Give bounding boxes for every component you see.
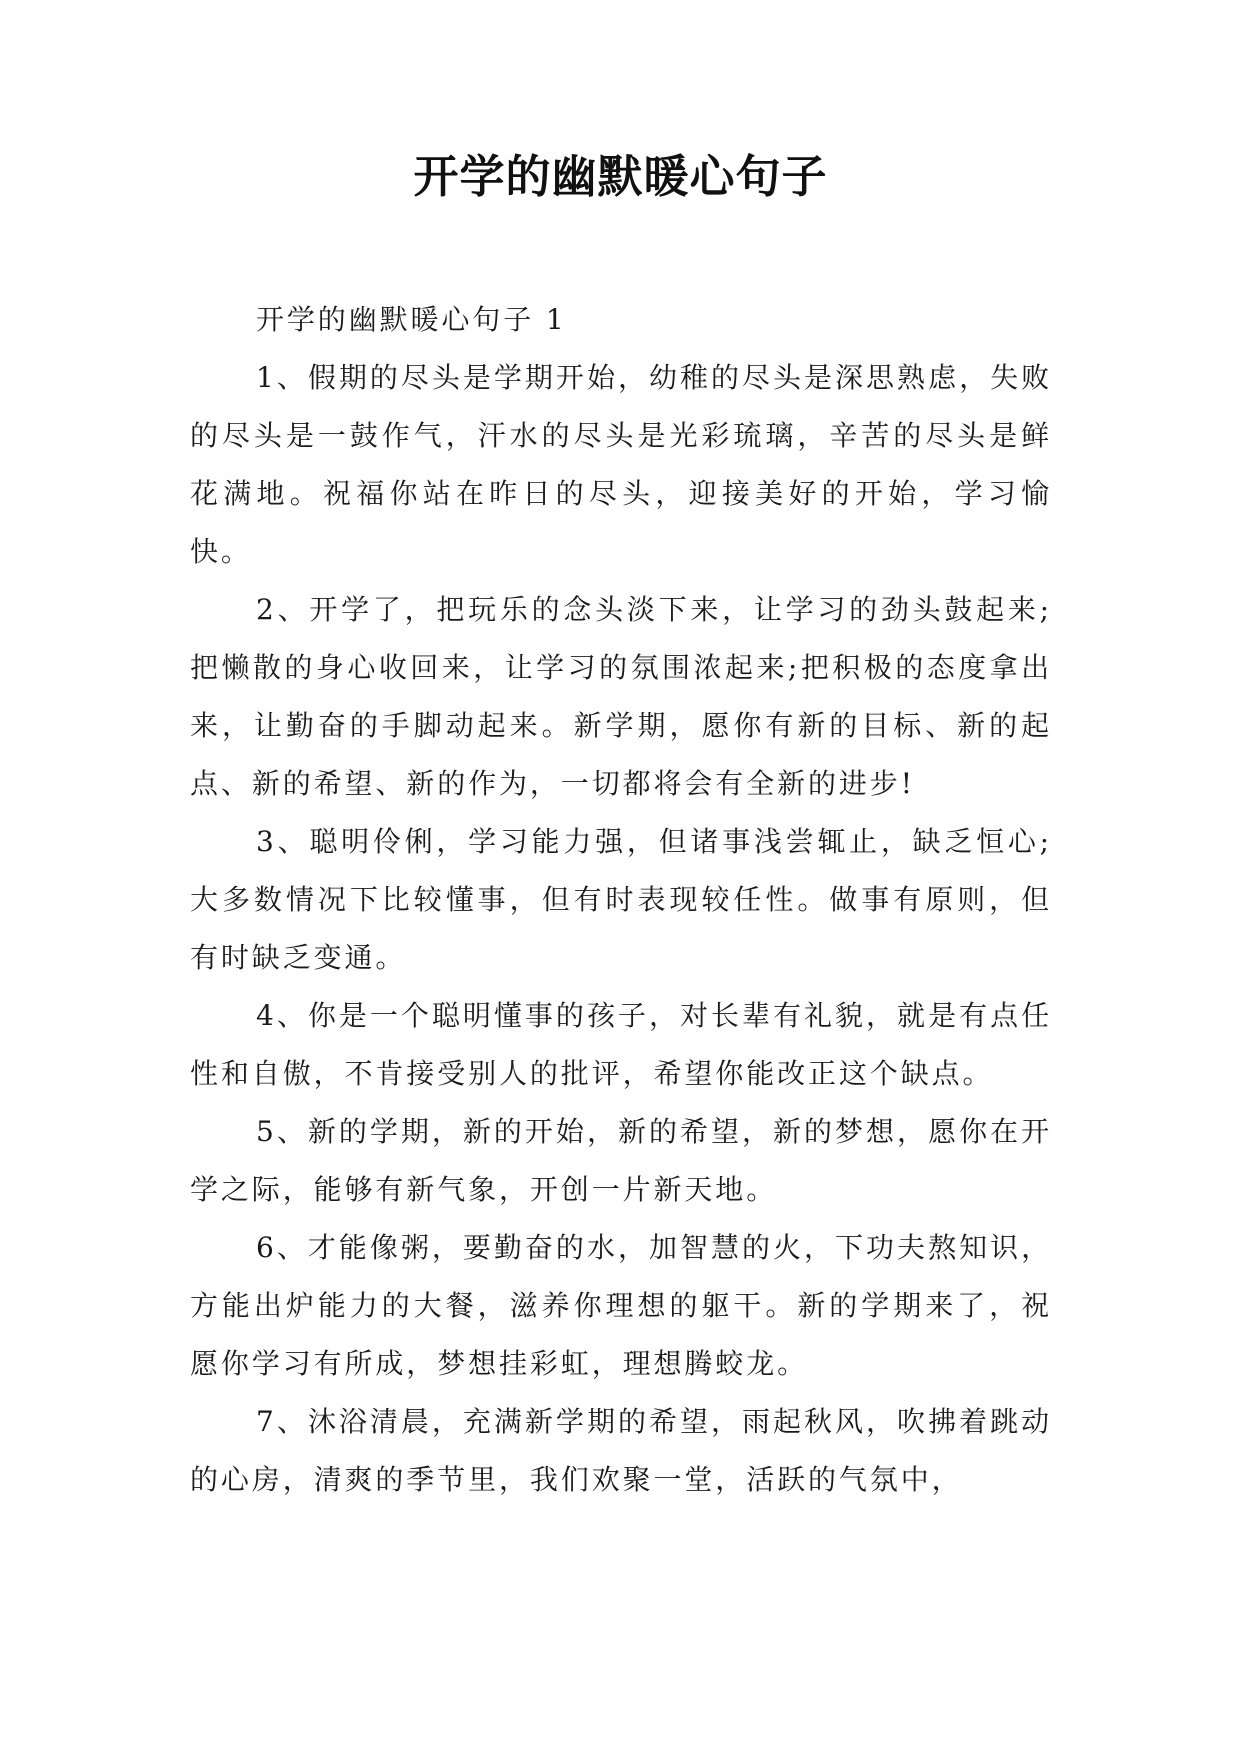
- section-heading: 开学的幽默暖心句子 1: [256, 303, 567, 336]
- document-body: [190, 291, 1052, 1509]
- paragraph-6: 6、才能像粥，要勤奋的水，加智慧的火，下功夫熬知识，方能出炉能力的大餐，滋养你理想的躯干。新的学期来了，祝愿你学习有所成，梦想挂彩虹，理想腾蛟龙。: [190, 1231, 1052, 1380]
- paragraph-4: 4、你是一个聪明懂事的孩子，对长辈有礼貌，就是有点任性和自傲，不肯接受别人的批评，希望你能改正这个缺点。: [190, 999, 1052, 1090]
- document-title: 开学的幽默暖心句子: [413, 150, 828, 203]
- paragraph-5: 5、新的学期，新的开始，新的希望，新的梦想，愿你在开学之际，能够有新气象，开创一片新天地。: [190, 1115, 1052, 1206]
- paragraph-3: 3、聪明伶俐，学习能力强，但诸事浅尝辄止，缺乏恒心;大多数情况下比较懂事，但有时表现较任性。做事有原则，但有时缺乏变通。: [190, 825, 1052, 974]
- paragraph-1: 1、假期的尽头是学期开始，幼稚的尽头是深思熟虑，失败的尽头是一鼓作气，汗水的尽头是光彩琉璃，辛苦的尽头是鲜花满地。祝福你站在昨日的尽头，迎接美好的开始，学习愉快。: [190, 361, 1052, 568]
- paragraph-2: 2、开学了，把玩乐的念头淡下来，让学习的劲头鼓起来;把懒散的身心收回来，让学习的氛围浓起来;把积极的态度拿出来，让勤奋的手脚动起来。新学期，愿你有新的目标、新的起点、新的希望、新的作为，一切都将会有全新的进步!: [190, 593, 1052, 800]
- paragraph-7: 7、沐浴清晨，充满新学期的希望，雨起秋风，吹拂着跳动的心房，清爽的季节里，我们欢聚一堂，活跃的气氛中，: [190, 1405, 1052, 1496]
